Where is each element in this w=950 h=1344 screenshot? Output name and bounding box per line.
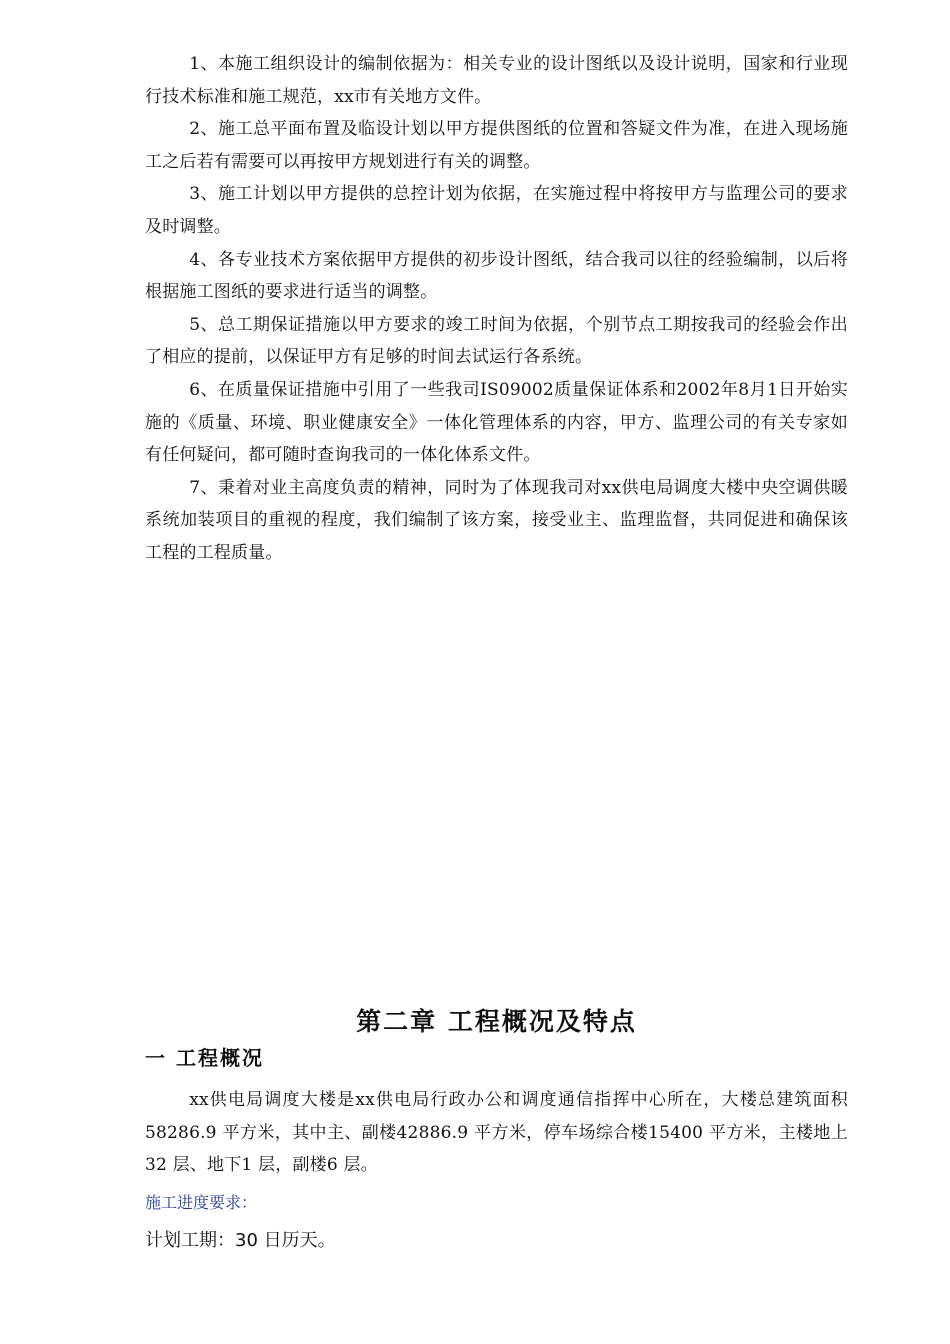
section-title: 一 工程概况 [145,1046,264,1070]
chapter-title: 第二章 工程概况及特点 [356,1007,637,1036]
basis-item-6: 6、在质量保证措施中引用了一些我司IS09002质量保证体系和2002年8月1日开始实施的《质量、环境、职业健康安全》一体化管理体系的内容，甲方、监理公司的有关专家如有任何疑问，都可随时查询我司的一体化体系文件。 [145,379,848,466]
basis-item-4: 4、各专业技术方案依据甲方提供的初步设计图纸，结合我司以往的经验编制，以后将根据施工图纸的要求进行适当的调整。 [145,249,848,303]
basis-item-7: 7、秉着对业主高度负责的精神，同时为了体现我司对xx供电局调度大楼中央空调供暖系统加装项目的重视的程度，我们编制了该方案，接受业主、监理监督，共同促进和确保该工程的工程质量。 [145,477,848,563]
progress-requirement-label: 施工进度要求： [145,1193,258,1212]
project-overview [145,1084,848,1182]
basis-item-3: 3、施工计划以甲方提供的总控计划为依据，在实施过程中将按甲方与监理公司的要求及时调整。 [145,184,848,237]
compilation-basis [145,48,848,570]
basis-item-5: 5、总工期保证措施以甲方要求的竣工时间为依据，个别节点工期按我司的经验会作出了相应的提前，以保证甲方有足够的时间去试运行各系统。 [145,314,848,368]
overview-paragraph: xx供电局调度大楼是xx供电局行政办公和调度通信指挥中心所在，大楼总建筑面积58286.9 平方米，其中主、副楼42886.9 平方米，停车场综合楼15400 平方米，主楼地上32 层、地下1 层，副楼6 层。 [145,1090,848,1176]
planned-schedule: 计划工期：30 日历天。 [145,1230,336,1251]
basis-item-2: 2、施工总平面布置及临设计划以甲方提供图纸的位置和答疑文件为准，在进入现场施工之后若有需要可以再按甲方规划进行有关的调整。 [145,119,848,172]
basis-item-1: 1、本施工组织设计的编制依据为：相关专业的设计图纸以及设计说明，国家和行业现行技术标准和施工规范，xx市有关地方文件。 [145,54,848,107]
